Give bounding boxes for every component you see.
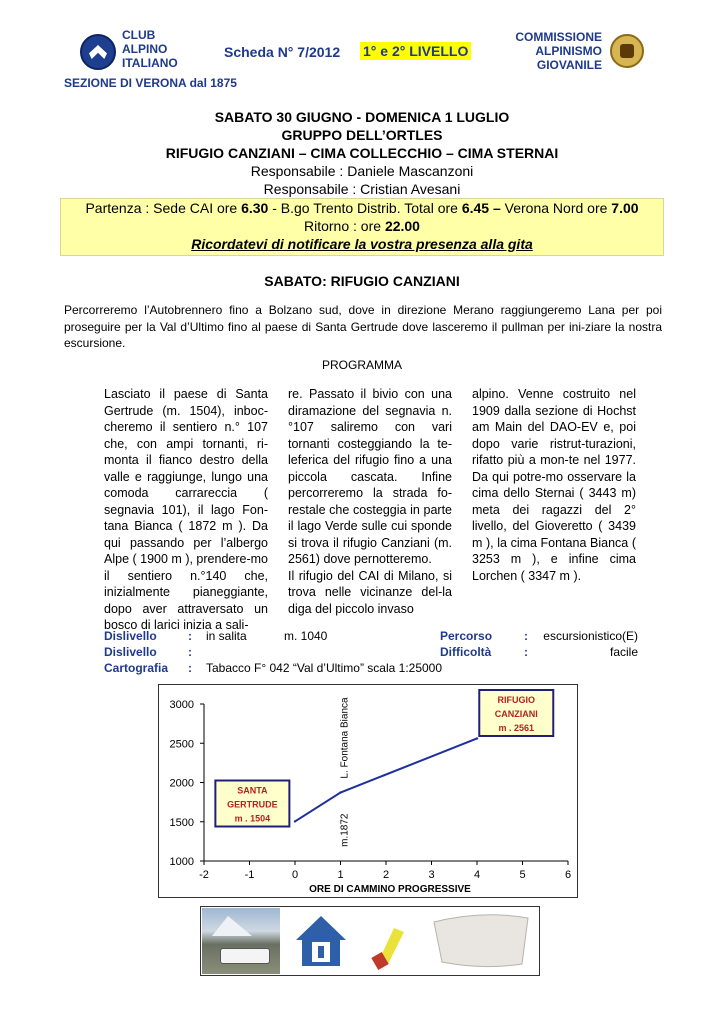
return-time: 22.00	[384, 218, 420, 234]
elevation-point	[339, 791, 341, 793]
info-colon: :	[524, 629, 528, 643]
program-column-1: Lasciato il paese di Santa Gertrude (m. 1504), inboc-cheremo il sentiero n.° 107 che, con ampi tornanti, ri-monta il fianco destro della valle e raggiunge, lungo una comoda carrareccia ( segnavia 101), il lago Fon-tana Bianca ( 1872 m ). Da qui passando per l’albergo Alpe ( 1900 m ), prendere-mo il sentiero n.°140 che, inizialmente pianeggiante, dopo aver attraversato un bosco di larici inizia a sali-	[104, 387, 268, 632]
club-line: ITALIANO	[122, 56, 178, 70]
commission-line: ALPINISMO	[535, 44, 602, 58]
programma-heading: PROGRAMMA	[321, 358, 402, 372]
house-pictogram	[288, 908, 354, 974]
x-tick-label: 1	[337, 869, 344, 881]
x-tick-label: 0	[291, 869, 299, 881]
commission-line: GIOVANILE	[536, 58, 602, 72]
x-tick-label: 6	[564, 869, 572, 881]
club-name	[122, 28, 202, 70]
cartografia-value: Tabacco F° 042 “Val d’Ultimo” scala 1:25000	[206, 661, 443, 675]
elevation-point	[476, 737, 478, 739]
cai-logo	[80, 34, 116, 70]
program-column-2: re. Passato il bivio con una diramazione del segnavia n.°107 saliremo con vari tornanti costeggiando la te-leferica del rifugio fino a una piccola cascata. Infine percorreremo la strada fo-restale che costeggia in parte il lago Verde sulle cui sponde si trova il rifugio Canziani (m. 2561) dove pernotteremo. Il rifugio del CAI di Milano, si trova nelle vicinanze del-la diga del piccolo invaso	[288, 387, 452, 616]
commission-logo	[610, 34, 644, 68]
start-point-label: GERTRUDE	[227, 799, 278, 810]
level-badge: 1° e 2° LIVELLO	[360, 42, 471, 60]
commission-name	[490, 30, 602, 72]
section-name: SEZIONE DI VERONA dal 1875	[64, 76, 237, 90]
club-line: ALPINO	[122, 42, 168, 56]
elevation-line	[295, 738, 477, 821]
info-colon: :	[524, 645, 528, 659]
trip-places: RIFUGIO CANZIANI – CIMA COLLECCHIO – CIMA STERNAI	[165, 145, 559, 161]
departure-text: - B.go Trento Distrib. Total ore	[268, 200, 462, 216]
start-point-label: m . 1504	[234, 813, 271, 824]
y-tick-label: 3000	[169, 699, 194, 711]
departure-text: Partenza : Sede CAI ore	[85, 200, 242, 216]
program-column-3: alpino. Venne costruito nel 1909 dalla sezione di Hochst am Main del DAO-EV e, poi dopo varie ristrut-turazioni, rifatto più a mon-te nel 1977. Da qui potre-mo osservare la cima dello Sternai ( 3443 m) meta dei ragazzi del 2° livello, del Gioveretto ( 3439 m ), la cima Fontana Bianca ( 3253 m ), e infine cima Lorchen ( 3347 m ).	[472, 387, 636, 583]
return-line	[61, 217, 663, 235]
mountain-bus-photo	[202, 908, 280, 974]
responsible-1: Responsabile : Daniele Mascanzoni	[250, 163, 474, 179]
return-label: Ritorno : ore	[304, 218, 385, 234]
y-tick-label: 2000	[169, 777, 194, 790]
lake-altitude-label: m.1872	[339, 813, 351, 847]
dislivello2-label: Dislivello	[104, 645, 157, 659]
cartografia-label: Cartografia	[104, 661, 169, 675]
end-point-label: RIFUGIO	[497, 695, 536, 705]
y-tick-label: 1500	[169, 816, 194, 829]
elevation-chart	[158, 684, 578, 898]
x-tick-label: 2	[382, 869, 390, 881]
departure-time: 7.00	[611, 200, 639, 216]
salita-value: m. 1040	[284, 629, 328, 643]
info-colon: :	[188, 661, 192, 675]
reminder-text: Ricordatevi di notificare la vostra presenza alla gita	[191, 236, 533, 252]
y-tick-label: 2500	[169, 738, 194, 751]
percorso-label: Percorso	[440, 629, 493, 643]
salita-label: in salita	[206, 629, 247, 643]
commission-line: COMMISSIONE	[515, 30, 602, 44]
lake-name-label: L. Fontana Bianca	[339, 697, 351, 779]
departure-line	[61, 199, 663, 217]
day-heading: SABATO: RIFUGIO CANZIANI	[264, 273, 460, 289]
x-tick-label: -1	[244, 869, 255, 881]
x-axis-title: ORE DI CAMMINO PROGRESSIVE	[309, 884, 471, 895]
sheet-number: Scheda N° 7/2012	[224, 44, 341, 60]
x-tick-label: 4	[473, 869, 481, 881]
departure-time: 6.30	[241, 200, 269, 216]
x-tick-label: 3	[428, 869, 435, 881]
responsible-2: Responsabile : Cristian Avesani	[263, 181, 461, 197]
start-point-label: SANTA	[237, 785, 268, 796]
sleeping-bag-liner-photo	[428, 908, 536, 974]
info-colon: :	[188, 629, 192, 643]
x-tick-label: -2	[199, 869, 209, 881]
club-line: CLUB	[122, 28, 156, 42]
end-point-label: m . 2561	[498, 723, 535, 733]
dislivello-label: Dislivello	[104, 629, 157, 643]
trip-dates: SABATO 30 GIUGNO - DOMENICA 1 LUGLIO	[214, 109, 510, 125]
departure-box	[60, 198, 664, 256]
intro-paragraph: Percorreremo l’Autobrennero fino a Bolzano sud, dove in direzione Merano raggiungeremo Lana per poi proseguire per la Val d’Ultimo fino al paese di Santa Gertrude dove lasceremo il pullman per ini-ziare la nostra escursione.	[64, 303, 662, 350]
departure-time: 6.45 –	[461, 200, 501, 216]
percorso-value: escursionistico(E)	[543, 629, 638, 643]
headlamp-pictogram	[360, 908, 420, 974]
elevation-point	[294, 820, 296, 822]
y-tick-label: 1000	[169, 856, 194, 868]
info-colon: :	[188, 645, 192, 659]
trip-group: GRUPPO DELL’ORTLES	[281, 127, 443, 143]
end-point-label: CANZIANI	[494, 709, 538, 719]
departure-text: Verona Nord ore	[500, 200, 612, 216]
x-tick-label: 5	[519, 869, 526, 881]
difficolta-label: Difficoltà	[440, 645, 492, 659]
difficolta-value: facile	[609, 645, 638, 659]
